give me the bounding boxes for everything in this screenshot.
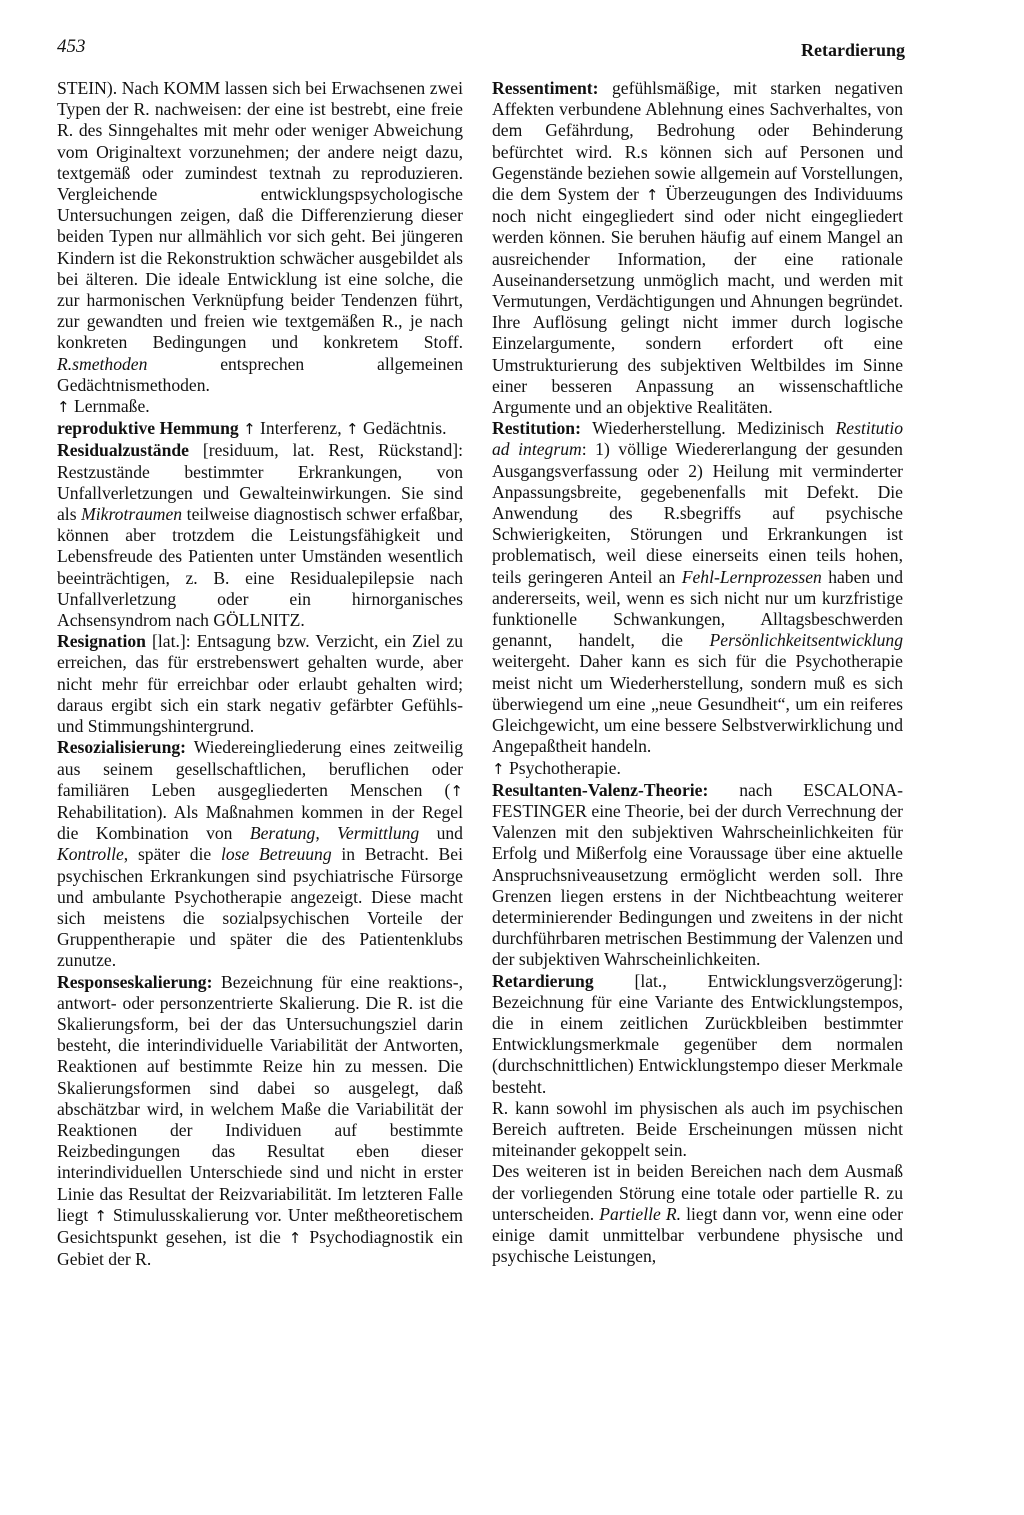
entry-text: Stimulusskalierung vor. Unter meßtheoretischem Gesichtspunkt gesehen, ist die: [57, 1204, 463, 1247]
entry-term: Restitution:: [492, 418, 581, 439]
entry-text: weitergeht. Daher kann es sich für die Psychotherapie meist nicht um Wiederherstellung, sondern muß es sich überwiegend um eine „neue Gesundheit“, um ein reiferes Gleichgewicht, um eine bessere Selbstverwirklichung und Angepaßtheit handeln.: [492, 651, 903, 757]
dictionary-entry: [57, 78, 463, 396]
entry-text: und: [419, 823, 463, 844]
entry-text: [residuum, lat. Rest, Rückstand]: Restzustände bestimmter Erkrankungen, von Unfallverletzungen und Gewalteinwirkungen. Sie sind als: [57, 440, 463, 525]
entry-text: nach ESCALONA-FESTINGER eine Theorie, bei der durch Verrechnung der Valenzen mit den subjektiven Wahrscheinlichkeiten für Erfolg und Mißerfolg eine Voraussage über eine aktuelle Anspruchsniveausetzung ermöglicht werden soll. Ihre Grenzen liegen erstens in der Nichtbeachtung weiterer determinierender Bedingungen und zweitens in der nicht durchführbaren metrischen Bestimmung der Valenzen und der subjektiven Wahrscheinlichkeiten.: [492, 779, 903, 970]
dictionary-entry: [492, 418, 903, 757]
entry-text: teilweise diagnostisch schwer erfaßbar, können aber trotzdem die Leistungsfähigkeit und Lebensfreude des Patienten unter Umständen wesentlich beeinträchtigen, z. B. eine Residualepilepsie nach Unfallverletzung oder ein hirnorganisches Achsensyndrom nach GÖLLNITZ.: [57, 504, 463, 631]
entry-term: reproduktive Hemmung: [57, 418, 239, 439]
emphasis-text: Partielle R.: [599, 1203, 682, 1224]
left-column: [57, 78, 463, 1270]
emphasis-text: Persönlichkeitsentwicklung: [709, 630, 903, 651]
entry-text: Psychotherapie.: [504, 757, 621, 778]
entry-text: Psychodiagnostik ein Gebiet der R.: [57, 1226, 463, 1270]
cross-reference-arrow-icon: ↑: [94, 1206, 107, 1225]
entry-text: Wiederherstellung. Medizinisch: [580, 418, 836, 439]
dictionary-entry: [57, 418, 463, 440]
entry-text: [lat.]: Entsagung bzw. Verzicht, ein Ziel zu erreichen, das für erstrebenswert gehalten wurde, aber nicht mehr für erreichbar oder erlaubt gehalten wird; daraus ergibt sich ein stark negativ gefärbter Gefühls- und Stimmungshintergrund.: [57, 631, 463, 737]
emphasis-text: Mikrotraumen: [81, 504, 183, 525]
entry-text: [lat., Entwicklungsverzögerung]: Bezeichnung für eine Variante des Entwicklungstempos, die in einem zeitlichen Zurückbleiben bestimmter Entwicklungsmerkmale gegenüber dem normalen (durchschnittlichen) Entwicklungstempo dieser Merkmale besteht.: [492, 970, 903, 1097]
dictionary-entry: [57, 440, 463, 631]
entry-text: : 1) völlige Wiedererlangung der gesunden Ausgangsverfassung oder 2) Heilung mit verminderter Anpassungsbreite, gegebenenfalls mit Defekt. Die Anwendung des R.sbegriffs auf psychische Schwierigkeiten, Störungen und Erkrankungen ist problematisch, weil diese einerseits einen teils hohen, teils geringeren Anteil an: [492, 439, 903, 587]
dictionary-entry: [57, 631, 463, 737]
entry-term: Retardierung: [492, 970, 594, 991]
cross-reference-arrow-icon: ↑: [492, 759, 505, 778]
right-column: [492, 78, 903, 1267]
entry-text: Bezeichnung für eine reaktions-, antwort- oder personzentrierte Skalierung. Die R. ist die Skalierungsform, bei der das Untersuchungsziel darin besteht, die interindividuelle Variabilität der Antworten, Reaktionen auf bestimmte Reize hin zu messen. Die Skalierungsformen sind dabei so ausgelegt, daß abschätzbar wird, in welchem Maße die Variabilität der Reaktionen der Individuen auf bestimmte Reizbedingungen das Resultat eben dieser interindividuellen Unterschiede sind und nicht in erster Linie das Resultat der Reizvariabilität. Im letzteren Falle liegt: [57, 971, 463, 1225]
entry-term: Residualzustände: [57, 440, 189, 461]
entry-term: Responseskalierung:: [57, 971, 213, 992]
emphasis-text: Restitutio ad integrum: [492, 418, 903, 460]
entry-term: Ressentiment:: [492, 78, 599, 98]
entry-term: Resozialisierung:: [57, 737, 187, 758]
emphasis-text: Fehl-Lernprozessen: [681, 566, 822, 587]
cross-reference-arrow-icon: ↑: [346, 420, 359, 439]
cross-reference-arrow-icon: ↑: [450, 781, 463, 800]
running-head: Retardierung: [801, 40, 905, 60]
entry-text: liegt dann vor, wenn eine oder einige damit unmittelbar verbundene physische und psychische Leistungen,: [492, 1203, 904, 1267]
emphasis-text: Beratung, Vermittlung: [249, 823, 420, 844]
cross-reference-arrow-icon: ↑: [288, 1228, 302, 1247]
cross-reference-arrow-icon: ↑: [57, 398, 70, 417]
entry-text: haben und andererseits, weil, wenn es sich nicht nur um kurzfristige funktionelle Schwankungen, Alltagsbeschwerden genannt, handelt, die: [492, 566, 903, 651]
entry-text: Wiedereingliederung eines zeitweilig aus seinem gesellschaftlichen, beruflichen oder familiären Leben ausgegliederten Menschen (: [57, 737, 463, 800]
emphasis-text: lose Betreuung: [220, 844, 332, 865]
dictionary-entry: [492, 1161, 903, 1267]
entry-text: gefühlsmäßige, mit starken negativen Affekten verbundene Ablehnung eines Sachverhaltes, von dem Gefährdung, Bedrohung oder Behinderung befürchtet wird. R.s können sich auf Personen und Gegenstände beziehen sowie allgemein auf Vorstellungen, die dem System der: [492, 78, 903, 205]
entry-text: Gedächtnis.: [358, 418, 447, 439]
dictionary-entry: [492, 780, 903, 971]
entry-text: , später die: [123, 844, 221, 865]
cross-reference-arrow-icon: ↑: [645, 186, 659, 205]
entry-text: Überzeugungen des Individuums noch nicht eingegliedert sind oder nicht eingegliedert werden können. Sie beruhen häufig auf einem Mangel an ausreichender Information, der eine rationale Auseinandersetzung unmöglich macht, und werden mit Vermutungen, Verdächtigungen und Ahnungen begründet. Ihre Auflösung gelingt nicht immer durch logische Einzelargumente, sondern erfordert oft eine Umstrukturierung des subjektiven Weltbildes im Sinne einer besseren Anpassung an wissenschaftliche Argumente und an objektive Realitäten.: [492, 184, 904, 418]
page-number: 453: [57, 36, 86, 57]
entry-text: Des weiteren ist in beiden Bereichen nach dem Ausmaß der vorliegenden Störung eine totale oder partielle R. zu unterscheiden.: [492, 1161, 903, 1224]
cross-reference-arrow-icon: ↑: [243, 420, 256, 439]
dictionary-entry: [492, 758, 903, 780]
dictionary-entry: [57, 737, 463, 971]
emphasis-text: R.smethoden: [57, 353, 148, 374]
dictionary-entry: [492, 78, 903, 418]
entry-term: Resignation: [57, 631, 146, 652]
dictionary-entry: [492, 1098, 903, 1162]
entry-text: Lernmaße.: [69, 396, 150, 417]
dictionary-entry: [57, 972, 463, 1271]
entry-term: Resultanten-Valenz-Theorie:: [492, 779, 709, 800]
dictionary-entry: [492, 971, 903, 1098]
dictionary-entry: [57, 396, 463, 418]
entry-text: Rehabilitation). Als Maßnahmen kommen in der Regel die Kombination von: [57, 801, 463, 844]
entry-text: in Betracht. Bei psychischen Erkrankungen sind psychiatrische Fürsorge und ambulante Psychotherapie angezeigt. Diese macht sich meistens die sozialpsychischen Vorteile der Gruppentherapie und später die des Patientenklubs zunutze.: [57, 844, 463, 971]
entry-text: STEIN). Nach KOMM lassen sich bei Erwachsenen zwei Typen der R. nachweisen: der eine ist bestrebt, eine freie R. des Sinngehaltes mit mehr oder weniger Abweichung vom Originaltext vorzunehmen; der andere neigt dazu, textgemäß oder zumindest textnah zu reproduzieren. Vergleichende entwicklungspsychologische Untersuchungen zeigen, daß die Differenzierung dieser beiden Typen nur allmählich vor sich geht. Bei jüngeren Kindern ist die Rekonstruktion schwächer ausgebildet als bei älteren. Die ideale Entwicklung ist eine solche, die zur harmonischen Verknüpfung beider Tendenzen führt, zur gewandten und freien wie textgemäßen R., je nach konkreten Bedingungen und konkretem Stoff.: [57, 78, 463, 353]
entry-text: entsprechen allgemeinen Gedächtnismethoden.: [57, 353, 463, 395]
entry-text: R. kann sowohl im physischen als auch im psychischen Bereich auftreten. Beide Erscheinungen müssen nicht miteinander gekoppelt sein.: [492, 1097, 903, 1161]
entry-text: Interferenz,: [255, 418, 346, 439]
emphasis-text: Kontrolle: [57, 844, 124, 865]
